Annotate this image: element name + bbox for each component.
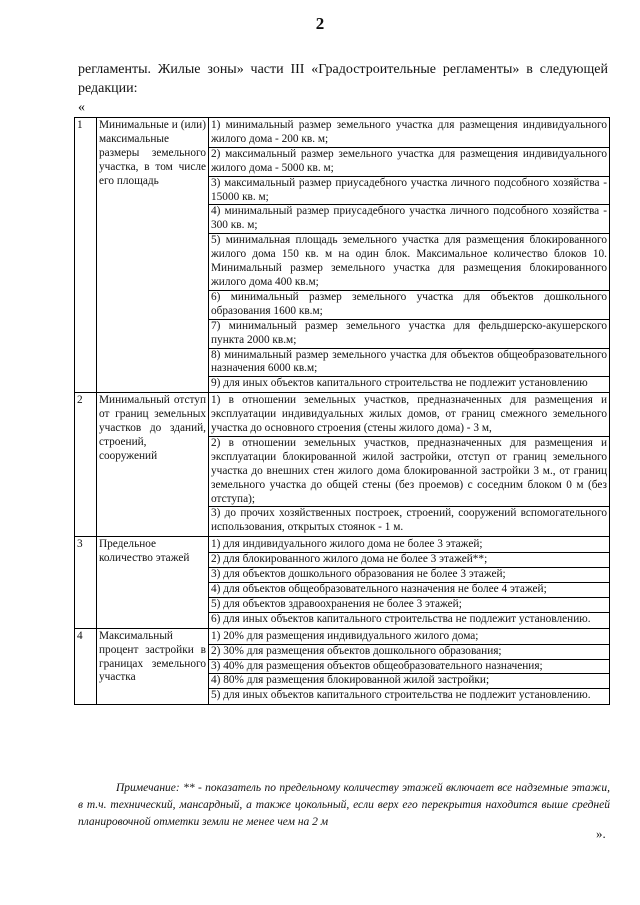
value-item: 2) максимальный размер земельного участка для размещения индивидуального жилого дома - 5000 кв. м; [209,148,609,177]
value-item: 4) минимальный размер приусадебного участка личного подсобного хозяйства - 300 кв. м; [209,205,609,234]
value-cell [209,628,610,705]
intro-paragraph: регламенты. Жилые зоны» части III «Градостроительные регламенты» в следующей редакции: [78,62,608,96]
value-cell [209,118,610,393]
parameter-name: Максимальный процент застройки в границах земельного участка [99,629,206,684]
row-number: 1 [75,118,97,393]
value-item: 2) для блокированного жилого дома не более 3 этажей**; [209,553,609,568]
footnote: Примечание: ** - показатель по предельному количеству этажей включает все надземные этажи, в т.ч. технический, мансардный, а также цокольный, если верх его перекрытия находится выше средней планировочной отметки земли не менее чем на 2 м [78,782,610,828]
row-number: 4 [75,628,97,705]
value-item: 5) минимальная площадь земельного участка для размещения блокированного жилого дома 150 кв. м на один блок. Максимальное количество блоков 10. Минимальный размер земельного участка для размещения блокированного жилого дома 400 кв.м; [209,234,609,291]
value-item: 6) минимальный размер земельного участка для объектов дошкольного образования 1600 кв.м; [209,291,609,320]
value-item: 3) максимальный размер приусадебного участка личного подсобного хозяйства - 15000 кв. м; [209,177,609,206]
value-item: 8) минимальный размер земельного участка для объектов общеобразовательного назначения 6000 кв.м; [209,349,609,378]
value-item: 1) 20% для размещения индивидуального жилого дома; [209,630,609,645]
value-item: 7) минимальный размер земельного участка для фельдшерско-акушерского пункта 2000 кв.м; [209,320,609,349]
value-item: 2) 30% для размещения объектов дошкольного образования; [209,645,609,660]
row-number: 2 [75,393,97,537]
regulations-table-body [75,118,610,705]
table-row [75,393,610,537]
table-row [75,537,610,628]
parameter-cell [97,537,209,628]
value-item: 3) 40% для размещения объектов общеобразовательного назначения; [209,660,609,675]
value-item: 9) для иных объектов капитального строительства не подлежит установлению [211,377,588,390]
row-number: 3 [75,537,97,628]
parameter-cell [97,118,209,393]
value-item: 3) до прочих хозяйственных построек, строений, сооружений вспомогательного использования, открытых стоянок - 1 м. [211,507,607,534]
parameter-name: Минимальный отступ от границ земельных участков до зданий, строений, сооружений [99,394,206,462]
parameter-cell [97,393,209,537]
value-item: 2) в отношении земельных участков, предназначенных для размещения и эксплуатации блокированной жилой застройки, отступ от границ земельного участка до внешних стен жилого дома блокированной застройки 3 м., от границ земельного участка до общей стены (без проемов) с соседним блоком 0 м (без отступа); [209,437,609,508]
value-cell [209,393,610,537]
value-item: 4) 80% для размещения блокированной жилой застройки; [209,674,609,689]
opening-quote: « [78,100,85,115]
table-row [75,628,610,705]
value-item: 1) минимальный размер земельного участка для размещения индивидуального жилого дома - 200 кв. м; [209,119,609,148]
value-item: 5) для объектов здравоохранения не более 3 этажей; [209,598,609,613]
parameter-name: Предельное количество этажей [99,538,190,565]
value-item: 1) в отношении земельных участков, предназначенных для размещения и эксплуатации индивидуальных жилых домов, от границ смежного земельного участка до основного строения (стены жилого дома) - 3 м, [209,394,609,437]
closing-quote: ». [596,826,606,841]
value-item: 6) для иных объектов капитального строительства не подлежит установлению. [211,612,591,625]
value-item: 4) для объектов общеобразовательного назначения не более 4 этажей; [209,583,609,598]
value-item: 5) для иных объектов капитального строительства не подлежит установлению. [211,689,591,702]
value-item: 3) для объектов дошкольного образования не более 3 этажей; [209,568,609,583]
parameter-cell [97,628,209,705]
value-item: 1) для индивидуального жилого дома не более 3 этажей; [209,538,609,553]
value-cell [209,537,610,628]
parameter-name: Минимальные и (или) максимальные размеры земельного участка, в том числе его площадь [99,119,206,187]
page-number: 2 [315,14,325,33]
table-row [75,118,610,393]
regulations-table [74,117,610,705]
